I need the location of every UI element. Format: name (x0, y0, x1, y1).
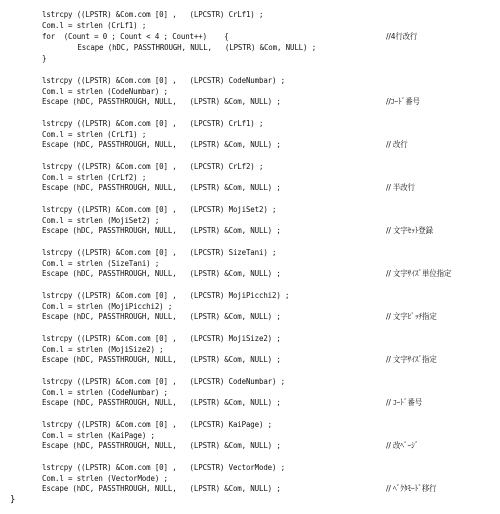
code-line: Com.l = strlen (KaiPage) ; (42, 431, 155, 440)
code-line: Com.l = strlen (MojiSize2) ; (42, 345, 164, 354)
code-comment: // ｺｰﾄﾞ番号 (386, 398, 423, 407)
code-line: lstrcpy ((LPSTR) &Com.com [0] , (LPCSTR) MojiSize2) ; (42, 334, 281, 343)
code-line: lstrcpy ((LPSTR) &Com.com [0] , (LPCSTR) SizeTani) ; (42, 248, 277, 257)
code-line: Escape (hDC, PASSTHROUGH, NULL, (LPSTR) &Com, NULL) ; (42, 97, 281, 106)
code-line: lstrcpy ((LPSTR) &Com.com [0] , (LPCSTR) CrLf2) ; (42, 162, 264, 171)
code-line: Com.l = strlen (CodeNumbar) ; (42, 87, 168, 96)
code-comment: // ﾍﾞｸﾀﾓｰﾄﾞ移行 (386, 484, 437, 493)
code-comment: // 改ﾍﾟｰｼﾞ (386, 441, 419, 450)
code-line: lstrcpy ((LPSTR) &Com.com [0] , (LPCSTR) MojiPicchi2) ; (42, 291, 290, 300)
code-line: } (42, 54, 47, 63)
code-line: Escape (hDC, PASSTHROUGH, NULL, (LPSTR) &Com, NULL) ; (42, 269, 281, 278)
code-comment: //ｺｰﾄﾞ番号 (386, 97, 420, 106)
closing-brace: } (10, 495, 16, 505)
code-line: Escape (hDC, PASSTHROUGH, NULL, (LPSTR) &Com, NULL) ; (42, 140, 281, 149)
code-comment: // 文字ｻｲｽﾞ指定 (386, 355, 437, 364)
code-comment: // 文字ﾋﾟｯﾁ指定 (386, 312, 437, 321)
code-line: Escape (hDC, PASSTHROUGH, NULL, (LPSTR) &Com, NULL) ; (42, 226, 281, 235)
code-line: Escape (hDC, PASSTHROUGH, NULL, (LPSTR) &Com, NULL) ; (42, 183, 281, 192)
code-line: Com.l = strlen (VectorMode) ; (42, 474, 168, 483)
code-line: lstrcpy ((LPSTR) &Com.com [0] , (LPCSTR) KaiPage) ; (42, 420, 273, 429)
code-line: lstrcpy ((LPSTR) &Com.com [0] , (LPCSTR) MojiSet2) ; (42, 205, 277, 214)
code-line: Com.l = strlen (SizeTani) ; (42, 259, 160, 268)
code-line: Com.l = strlen (CodeNumbar) ; (42, 388, 168, 397)
code-line: Escape (hDC, PASSTHROUGH, NULL, (LPSTR) &Com, NULL) ; (42, 355, 281, 364)
code-line: Com.l = strlen (CrLf1) ; (42, 21, 147, 30)
code-line: Com.l = strlen (MojiSet2) ; (42, 216, 160, 225)
code-line: lstrcpy ((LPSTR) &Com.com [0] , (LPCSTR) CodeNumbar) ; (42, 76, 286, 85)
code-line: lstrcpy ((LPSTR) &Com.com [0] , (LPCSTR) CrLf1) ; (42, 119, 264, 128)
code-line: Escape (hDC, PASSTHROUGH, NULL, (LPSTR) &Com, NULL) ; (42, 441, 281, 450)
code-line: Escape (hDC, PASSTHROUGH, NULL, (LPSTR) &Com, NULL) ; (60, 43, 317, 52)
code-line: lstrcpy ((LPSTR) &Com.com [0] , (LPCSTR) CrLf1) ; (42, 10, 264, 19)
code-comment: // 半改行 (386, 183, 415, 192)
code-line: Com.l = strlen (MojiPicchi2) ; (42, 302, 173, 311)
code-comment: // 文字ｾｯﾄ登録 (386, 226, 433, 235)
code-comment: // 文字ｻｲｽﾞ単位指定 (386, 269, 452, 278)
code-line: Escape (hDC, PASSTHROUGH, NULL, (LPSTR) &Com, NULL) ; (42, 484, 281, 493)
code-comment: // 改行 (386, 140, 408, 149)
code-line: Com.l = strlen (CrLf1) ; (42, 130, 147, 139)
code-line: for (Count = 0 ; Count < 4 ; Count++) { (42, 32, 229, 41)
code-line: lstrcpy ((LPSTR) &Com.com [0] , (LPCSTR) VectorMode) ; (42, 463, 286, 472)
code-line: Com.l = strlen (CrLf2) ; (42, 173, 147, 182)
code-comment: //4行改行 (386, 32, 418, 41)
code-line: Escape (hDC, PASSTHROUGH, NULL, (LPSTR) &Com, NULL) ; (42, 398, 281, 407)
code-line: Escape (hDC, PASSTHROUGH, NULL, (LPSTR) &Com, NULL) ; (42, 312, 281, 321)
code-line: lstrcpy ((LPSTR) &Com.com [0] , (LPCSTR) CodeNumbar) ; (42, 377, 286, 386)
